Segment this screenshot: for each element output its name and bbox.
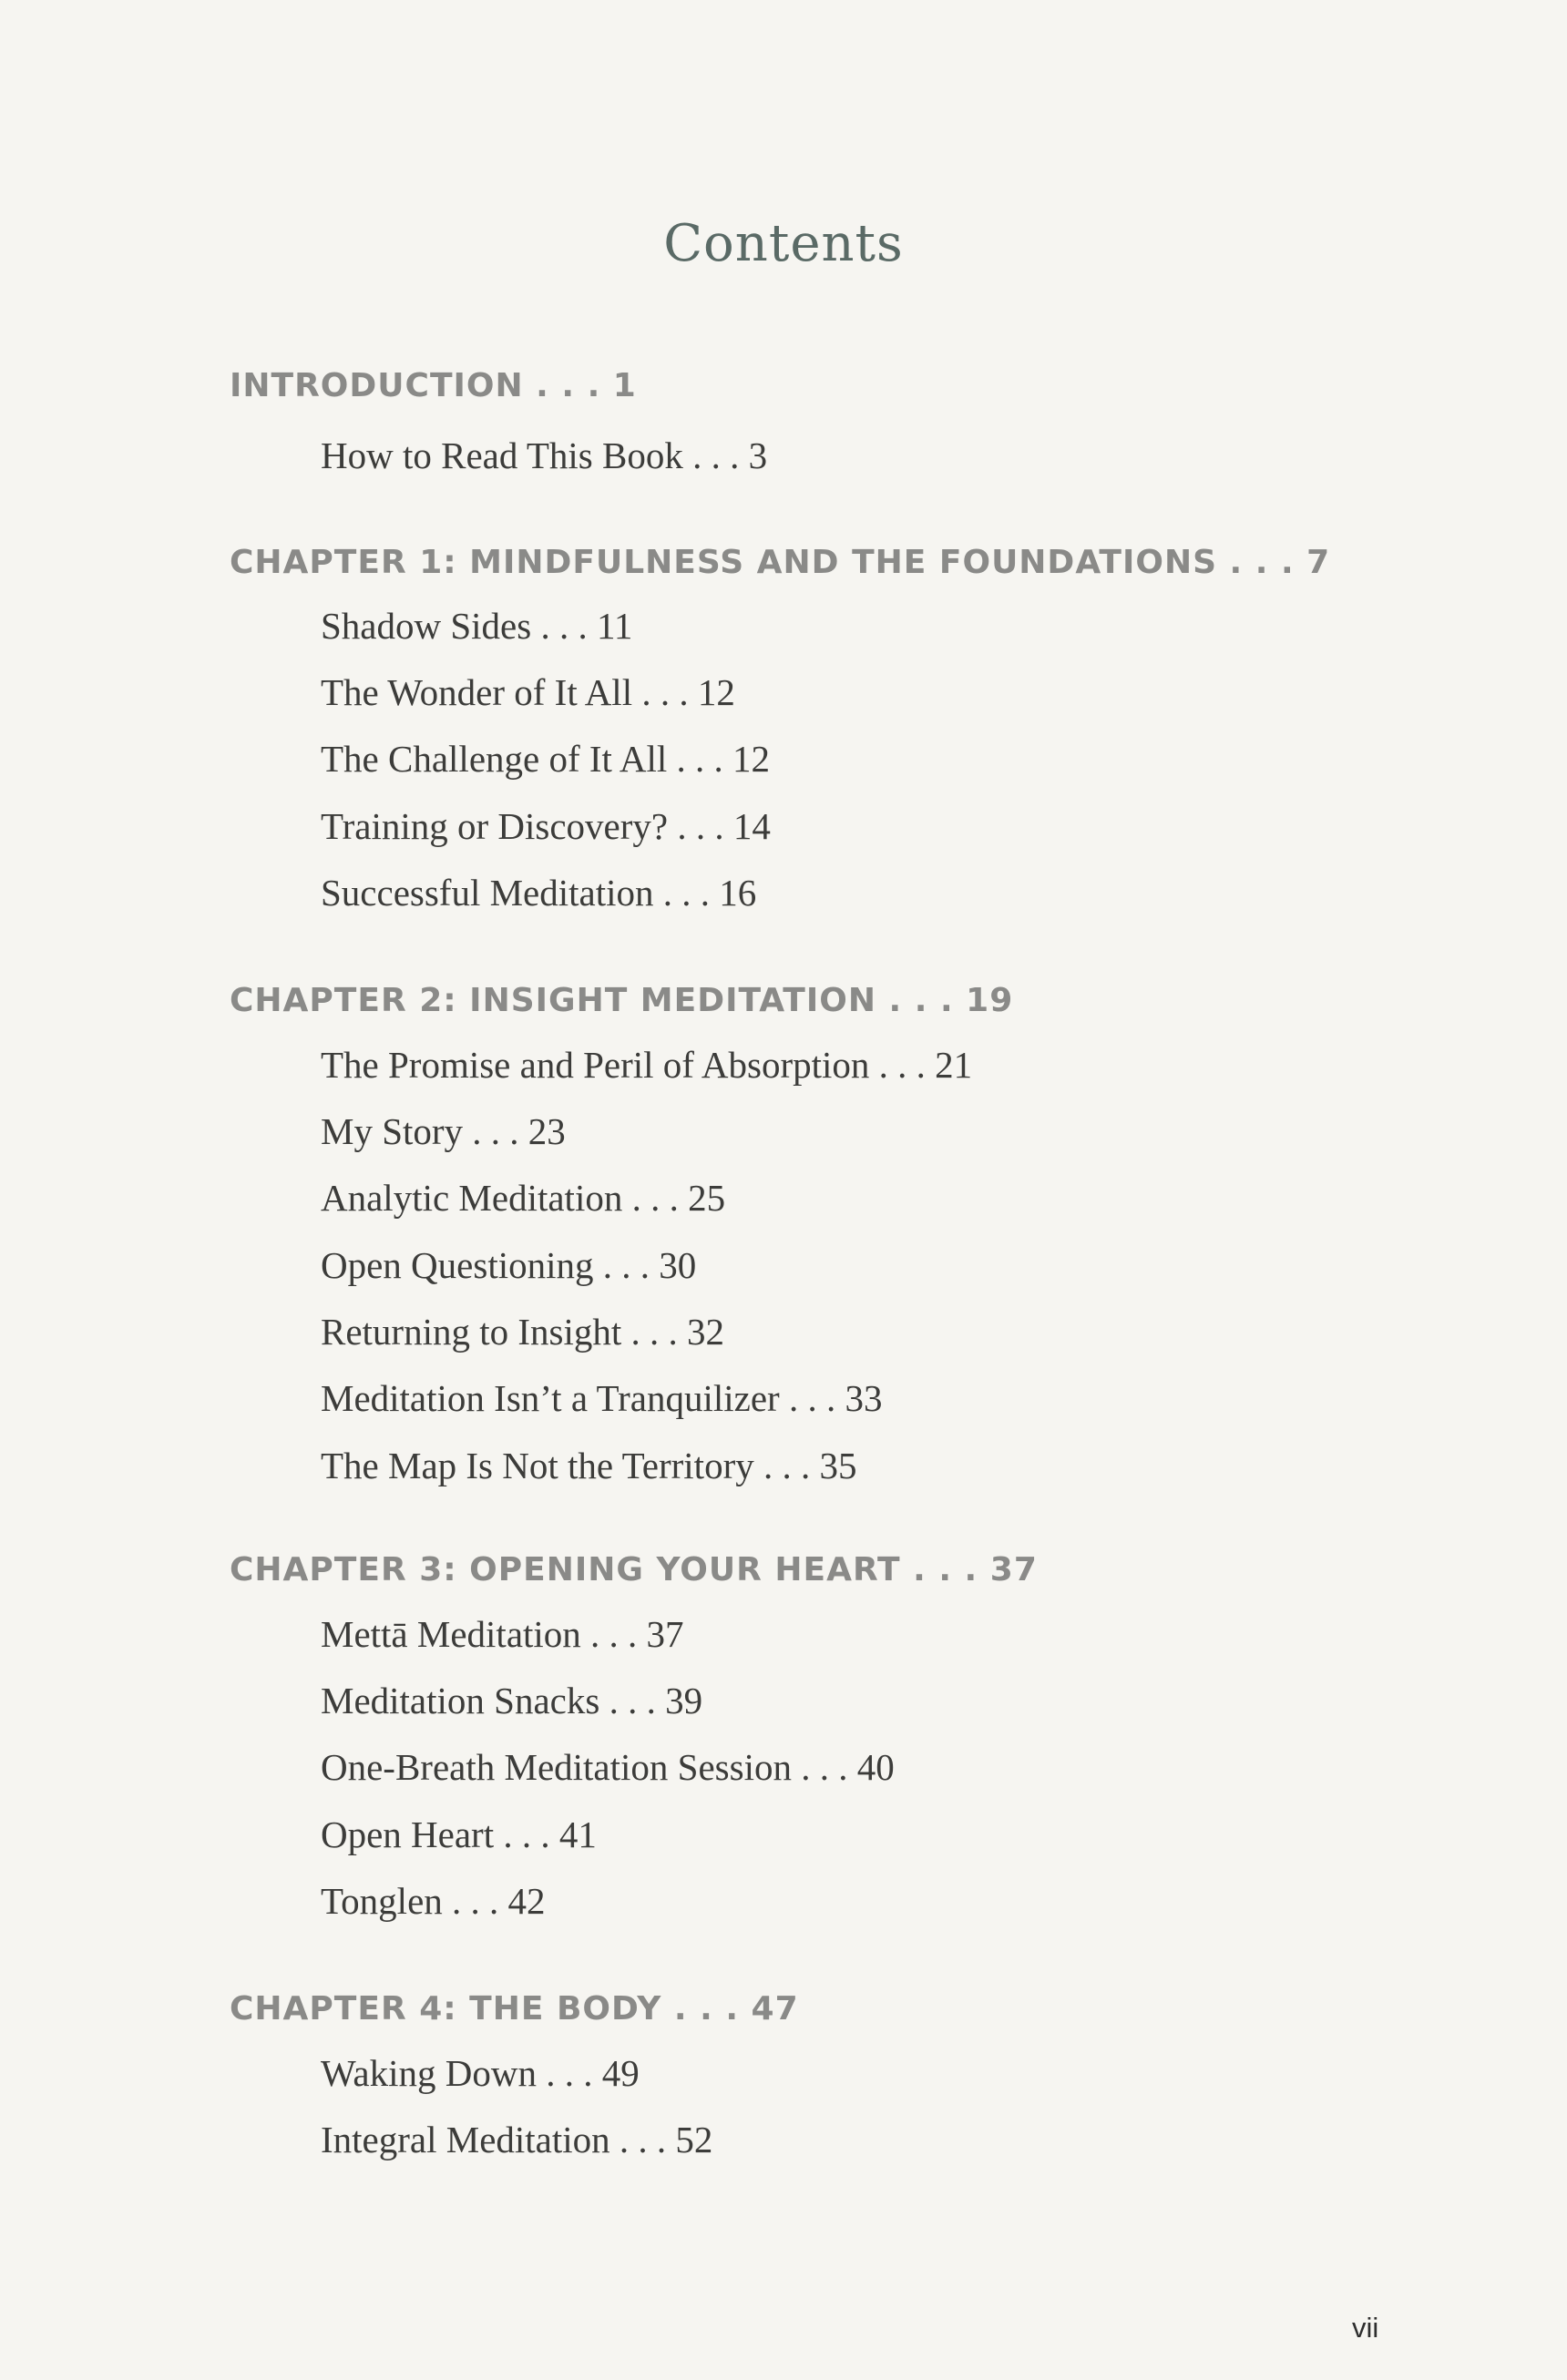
toc-entry: Waking Down . . . 49 bbox=[321, 2052, 640, 2094]
toc-heading-chapter-2: CHAPTER 2: INSIGHT MEDITATION . . . 19 bbox=[230, 982, 1014, 1019]
page-title: Contents bbox=[663, 214, 904, 273]
toc-entry: One-Breath Meditation Session . . . 40 bbox=[321, 1746, 895, 1788]
toc-heading-chapter-4: CHAPTER 4: THE BODY . . . 47 bbox=[230, 1990, 799, 2028]
page-number: vii bbox=[1352, 2312, 1379, 2344]
toc-entry: Analytic Meditation . . . 25 bbox=[321, 1177, 726, 1219]
toc-entry: Tonglen . . . 42 bbox=[321, 1880, 546, 1922]
toc-entry: Open Heart . . . 41 bbox=[321, 1813, 597, 1855]
toc-entry: Returning to Insight . . . 32 bbox=[321, 1311, 725, 1353]
toc-entry: Meditation Isn’t a Tranquilizer . . . 33 bbox=[321, 1377, 883, 1419]
toc-entry: The Promise and Peril of Absorption . . . 21 bbox=[321, 1044, 973, 1086]
toc-heading-chapter-1: CHAPTER 1: MINDFULNESS AND THE FOUNDATIONS . . . 7 bbox=[230, 544, 1331, 581]
toc-entry: The Challenge of It All . . . 12 bbox=[321, 738, 771, 780]
toc-entry: Shadow Sides . . . 11 bbox=[321, 605, 633, 647]
toc-entry: My Story . . . 23 bbox=[321, 1110, 566, 1152]
toc-entry: Integral Meditation . . . 52 bbox=[321, 2119, 713, 2160]
toc-heading-introduction: INTRODUCTION . . . 1 bbox=[230, 367, 637, 404]
toc-heading-chapter-3: CHAPTER 3: OPENING YOUR HEART . . . 37 bbox=[230, 1551, 1038, 1588]
toc-entry: Mettā Meditation . . . 37 bbox=[321, 1613, 684, 1655]
toc-entry: Successful Meditation . . . 16 bbox=[321, 872, 757, 914]
toc-entry: Open Questioning . . . 30 bbox=[321, 1244, 697, 1286]
toc-entry: Training or Discovery? . . . 14 bbox=[321, 805, 771, 847]
toc-entry: The Wonder of It All . . . 12 bbox=[321, 671, 735, 713]
toc-entry: How to Read This Book . . . 3 bbox=[321, 434, 768, 476]
toc-entry: Meditation Snacks . . . 39 bbox=[321, 1680, 703, 1721]
toc-entry: The Map Is Not the Territory . . . 35 bbox=[321, 1445, 857, 1486]
